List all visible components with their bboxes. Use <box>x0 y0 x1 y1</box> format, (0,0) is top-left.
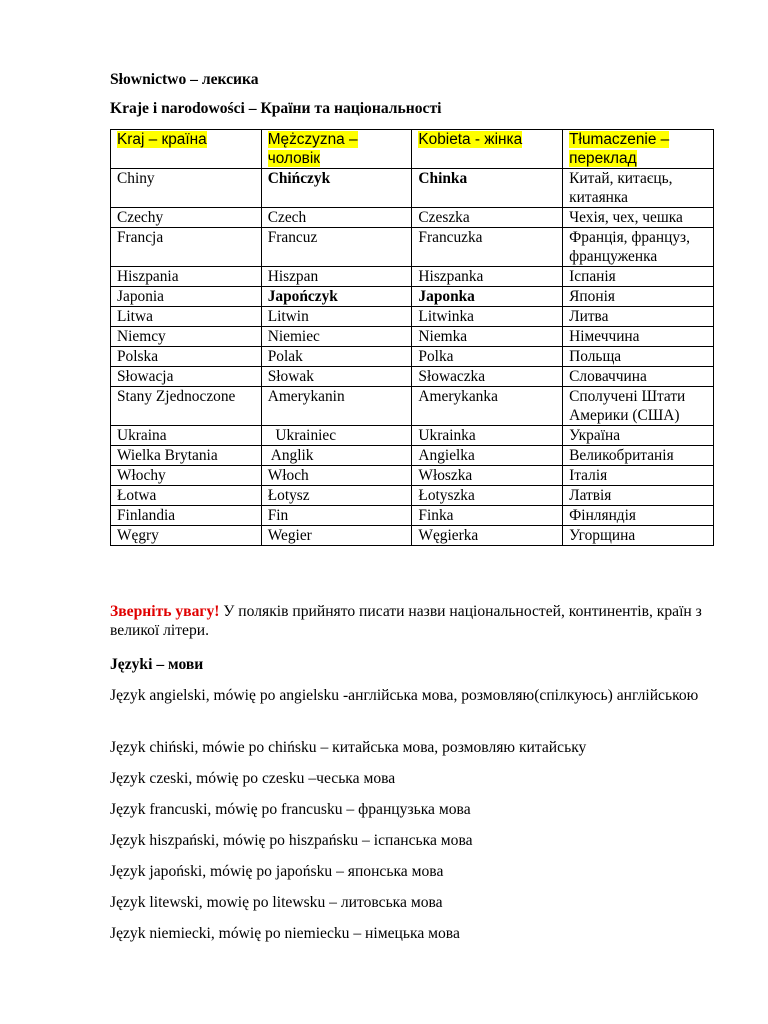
table-cell: Finka <box>412 506 563 526</box>
table-row <box>111 466 714 486</box>
table-row <box>111 307 714 327</box>
table-cell: Wielka Brytania <box>111 446 262 466</box>
table-cell: Італія <box>563 466 714 486</box>
table-cell: Polska <box>111 347 262 367</box>
language-item: Język hiszpański, mówię po hiszpańsku – іспанська мова <box>110 832 473 849</box>
table-cell: Francja <box>111 228 262 267</box>
table-cell: Słowaczka <box>412 367 563 387</box>
language-item: Język angielski, mówię po angielsku -англійська мова, розмовляю(спілкуюсь) англійською <box>110 687 699 704</box>
table-cell: Polak <box>261 347 412 367</box>
table-cell: Fin <box>261 506 412 526</box>
table-cell: Czech <box>261 208 412 228</box>
table-cell: Słowacja <box>111 367 262 387</box>
table-cell: Японія <box>563 287 714 307</box>
table-cell: Франція, француз, француженка <box>563 228 714 267</box>
table-cell: Китай, китаєць, китаянка <box>563 169 714 208</box>
table-cell: Francuzka <box>412 228 563 267</box>
table-cell: Włochy <box>111 466 262 486</box>
table-row <box>111 486 714 506</box>
table-cell: Латвія <box>563 486 714 506</box>
table-row <box>111 506 714 526</box>
table-cell: Фінляндія <box>563 506 714 526</box>
table-cell: Węgry <box>111 526 262 546</box>
table-cell: Angielka <box>412 446 563 466</box>
header-cell <box>261 130 412 169</box>
table-cell: Угорщина <box>563 526 714 546</box>
note-text: У поляків прийнято писати назви національностей, континентів, країн з великої літери. <box>110 603 702 639</box>
table-cell: Litwinka <box>412 307 563 327</box>
table-row <box>111 446 714 466</box>
vocab-table-body <box>111 130 714 546</box>
table-cell: Niemiec <box>261 327 412 347</box>
table-cell: Польща <box>563 347 714 367</box>
language-item: Język litewski, mowię po litewsku – литовська мова <box>110 894 443 911</box>
header-cell <box>111 130 262 169</box>
table-cell: Ukrainka <box>412 426 563 446</box>
table-cell: Hiszpan <box>261 267 412 287</box>
table-cell: Słowak <box>261 367 412 387</box>
table-row <box>111 426 714 446</box>
language-item: Język francuski, mówię po francusku – французька мова <box>110 801 471 818</box>
table-cell: Wegier <box>261 526 412 546</box>
note-label: Зверніть увагу! <box>110 603 220 620</box>
table-row <box>111 228 714 267</box>
section-title-countries: Kraje i narodowości – Країни та національності <box>110 100 442 117</box>
table-cell: Łotwa <box>111 486 262 506</box>
table-row <box>111 526 714 546</box>
table-row <box>111 367 714 387</box>
table-cell: Litwin <box>261 307 412 327</box>
table-row <box>111 267 714 287</box>
table-cell: Anglik <box>261 446 412 466</box>
table-cell: Włoch <box>261 466 412 486</box>
table-cell: Czeszka <box>412 208 563 228</box>
table-cell: Німеччина <box>563 327 714 347</box>
table-cell: Chińczyk <box>261 169 412 208</box>
vocab-table <box>110 129 714 546</box>
table-cell: Hiszpania <box>111 267 262 287</box>
table-cell: Niemcy <box>111 327 262 347</box>
table-cell: Włoszka <box>412 466 563 486</box>
table-cell: Чехія, чех, чешка <box>563 208 714 228</box>
table-cell: Łotyszka <box>412 486 563 506</box>
table-cell: Stany Zjednoczone <box>111 387 262 426</box>
table-cell: Іспанія <box>563 267 714 287</box>
table-cell: Polka <box>412 347 563 367</box>
table-row <box>111 208 714 228</box>
header-cell <box>563 130 714 169</box>
table-cell: Francuz <box>261 228 412 267</box>
table-row <box>111 327 714 347</box>
header-country: Kraj – країна <box>117 131 207 148</box>
table-cell: Japonia <box>111 287 262 307</box>
table-row <box>111 287 714 307</box>
header-man: Mężczyzna – чоловік <box>267 131 358 167</box>
header-cell <box>412 130 563 169</box>
table-row <box>111 169 714 208</box>
table-cell: Україна <box>563 426 714 446</box>
table-cell: Ukraina <box>111 426 262 446</box>
table-cell: Japończyk <box>261 287 412 307</box>
section-title-languages: Języki – мови <box>110 656 204 673</box>
table-cell: Węgierka <box>412 526 563 546</box>
table-header-row <box>111 130 714 169</box>
table-cell: Chiny <box>111 169 262 208</box>
table-cell: Japonka <box>412 287 563 307</box>
language-item: Język niemiecki, mówię po niemiecku – німецька мова <box>110 925 460 942</box>
table-cell: Hiszpanka <box>412 267 563 287</box>
table-cell: Amerykanka <box>412 387 563 426</box>
table-cell: Великобританія <box>563 446 714 466</box>
note-paragraph <box>110 602 710 640</box>
table-row <box>111 347 714 367</box>
table-cell: Czechy <box>111 208 262 228</box>
table-cell: Łotysz <box>261 486 412 506</box>
language-item: Język czeski, mówię po czesku –чеська мова <box>110 770 396 787</box>
table-row <box>111 387 714 426</box>
language-item: Język chiński, mówie po chińsku – китайська мова, розмовляю китайську <box>110 739 587 756</box>
table-cell: Amerykanin <box>261 387 412 426</box>
language-item: Język japoński, mówię po japońsku – японська мова <box>110 863 444 880</box>
page-title: Słownictwo – лексика <box>110 71 259 88</box>
table-cell: Litwa <box>111 307 262 327</box>
table-cell: Сполучені Штати Америки (США) <box>563 387 714 426</box>
table-cell: Словаччина <box>563 367 714 387</box>
table-cell: Niemka <box>412 327 563 347</box>
header-translation: Tłumaczenie – переклад <box>569 131 670 167</box>
table-cell: Ukrainiec <box>261 426 412 446</box>
table-cell: Chinka <box>412 169 563 208</box>
table-cell: Finlandia <box>111 506 262 526</box>
table-cell: Литва <box>563 307 714 327</box>
header-woman: Kobieta - жінка <box>418 131 523 148</box>
